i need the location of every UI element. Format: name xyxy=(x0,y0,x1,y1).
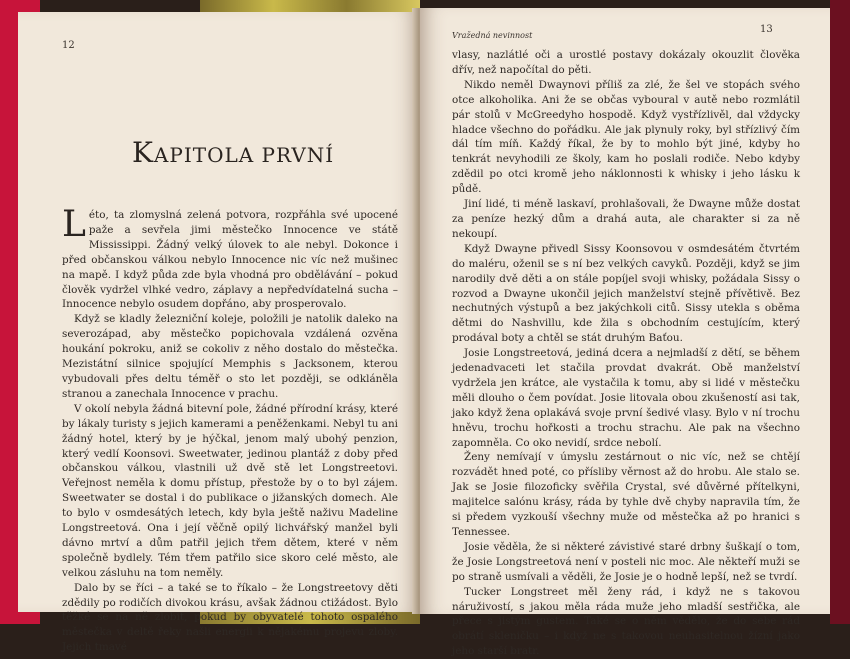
paragraph: Tucker Longstreet měl ženy rád, i když ne s takovou náruživostí, s jakou měla ráda muže jeho mladší sestřička, ale přece s jistým gustem. Také se o něm vědělo, že do sebe rád obrátí skleničku – i když ne s takovou neuhasitelnou žízní jako jeho starší bratr. xyxy=(452,585,800,658)
paragraph: Když se kladly železniční koleje, položili je natolik daleko na severozápad, aby městečko popichovala vzdálená ozvěna houkání pokroku, aniž se cokoliv z něho dostalo do městečka. Mezistátní silnice spojující Memphis s Jacksonem, kterou vybudovali přes deltu téměř o sto let později, se odkláněla stranou a zanechala Innocence v prachu. xyxy=(62,313,398,400)
paragraph: Jiní lidé, ti méně laskaví, prohlašovali, že Dwayne může dostat za peníze hezký dům a drahá auta, ale charakter si za ně nekoupí. xyxy=(452,198,800,240)
paragraph: Josie Longstreetová, jediná dcera a nejmladší z dětí, se během jedenadvaceti let stačila provdat dvakrát. Obě manželství vydržela jen krátce, ale vystačila k tomu, aby si lidé v městečku měli dlouho o čem povídat. Josie litovala obou zkušeností asi tak, jako když žena oplakává svoje první šedivé vlasy. Bylo v ní trochu hněvu, trochu hořkosti a trochu strachu. Ale pak na všechno zapomněla. Co oko nevidí, srdce nebolí. xyxy=(452,347,800,449)
left-page xyxy=(18,12,418,654)
right-page-text xyxy=(452,48,800,659)
paragraph: vlasy, nazlátlé oči a urostlé postavy dokázaly okouzlit člověka dřív, než napočítal do pěti. xyxy=(452,49,800,76)
drop-cap: L xyxy=(62,204,86,245)
chapter-title-initial: K xyxy=(132,136,154,169)
chapter-title-rest: APITOLA PRVNÍ xyxy=(153,143,335,167)
paragraph: Nikdo neměl Dwaynovi příliš za zlé, že šel ve stopách svého otce alkoholika. Ani že se občas vyboural v autě nebo rozmlátil pár stolů v McGreedyho hospodě. Když vystřízlivěl, dal vždycky hladce všechno do pořádku. Ale jak plynuly roky, byl střízlivý čím dál tím míň. Každý říkal, že by to mohlo být jiné, kdyby ho tenkrát nevyhodili ze školy, kam ho poslali rodiče. Nebo kdyby zdědil po otci kromě jeho náklonnosti k whisky i jeho lásku k půdě. xyxy=(452,78,800,196)
paragraph: V okolí nebyla žádná bitevní pole, žádné přírodní krásy, které by lákaly turisty s jejich kamerami a peněženkami. Nebyl tu ani žádný hotel, který by je hýčkal, jenom malý ubohý penzion, který vedlí Koonsovi. Sweetwater, jedinou plantáž z doby před občanskou válkou, vlastnili už dvě stě let Longstreetovi. Veřejnost neměla k domu přístup, přestože by o to byl zájem. Sweetwater se dostal i do publikace o jižanských domech. Ale to bylo v osmdesátých letech, kdy byla ještě naživu Madeline Longstreetová. Ona i její věčně opilý lichvářský manžel byli dávno mrtví a dům patřil jejich třem dětem, které v něm společně bydlely. Tém třem patřilo sice skoro celé město, ale velkou zásluhu na tom neměly. xyxy=(62,402,398,579)
running-head: Vražedná nevinnost xyxy=(452,31,533,40)
paragraph: Dalo by se říci – a také se to říkalo – že Longstreetovy děti zdědily po rodičích divokou krásu, avšak žádnou ctižádost. Bylo těžké se na ně zlobit, pokud by obyvatelé tohoto ospalého městečka v deltě řeky našli energii k nějakému projevu zloby. Jejich tmavé xyxy=(62,581,398,654)
left-page-number: 12 xyxy=(62,40,75,51)
chapter-title xyxy=(132,136,334,169)
paragraph: éto, ta zlomyslná zelená potvora, rozpřáhla své upocené paže a sevřela jimi městečko Innocence ve státě Mississippi. Žádný velký úlovek to ale nebyl. Dokonce i před občanskou válkou nebylo Innocence nic víc než mušinec na mapě. I když půda zde byla vhodná pro obdělávání – pokud člověk vydržel vlhké vedro, záplavy a nepředvídatelná sucha – Innocence nebylo osudem dopřáno, aby prosperovalo. xyxy=(62,209,398,311)
paragraph: Ženy nemívají v úmyslu zestárnout o nic víc, než se chtějí rozvádět hned poté, co přísliby věrnost až do hrobu. Ale stalo se. Jak se Josie filozoficky svěřila Crystal, své důvěrné přítelkyni, majitelce salónu krásy, ráda by tyhle dvě chyby napravila tím, že si předem vyzkouší všechny muže od městečka až po hranici s Tennessee. xyxy=(452,451,800,538)
right-page-number: 13 xyxy=(760,24,773,35)
left-page-text xyxy=(62,204,398,655)
paragraph: Když Dwayne přivedl Sissy Koonsovou v osmdesátém čtvrtém do maléru, oženil se s ní bez velkých cavyků. Později, když se jim narodily dvě děti a on stále popíjel svoji whisky, požádala Sissy o rozvod a Dwayne ukončil jejich manželství stejně přívětivě. Bez nechutných výstupů a bez jakýchkoli citů. Sissy utekla s oběma dětmi do Nashvillu, kde žila s obchodním cestujícím, který prodával boty a chtěl se stát druhým Baťou. xyxy=(452,242,800,345)
right-page xyxy=(420,8,830,658)
book-cover-right-edge xyxy=(830,0,850,624)
paragraph: Josie věděla, že si některé závistivé staré drbny šuškají o tom, že Josie Longstreetová není v posteli nic moc. Ale někteří muži se po straně usmívali a věděli, že Josie je o hodně lepší, než se tvrdí. xyxy=(452,540,800,583)
